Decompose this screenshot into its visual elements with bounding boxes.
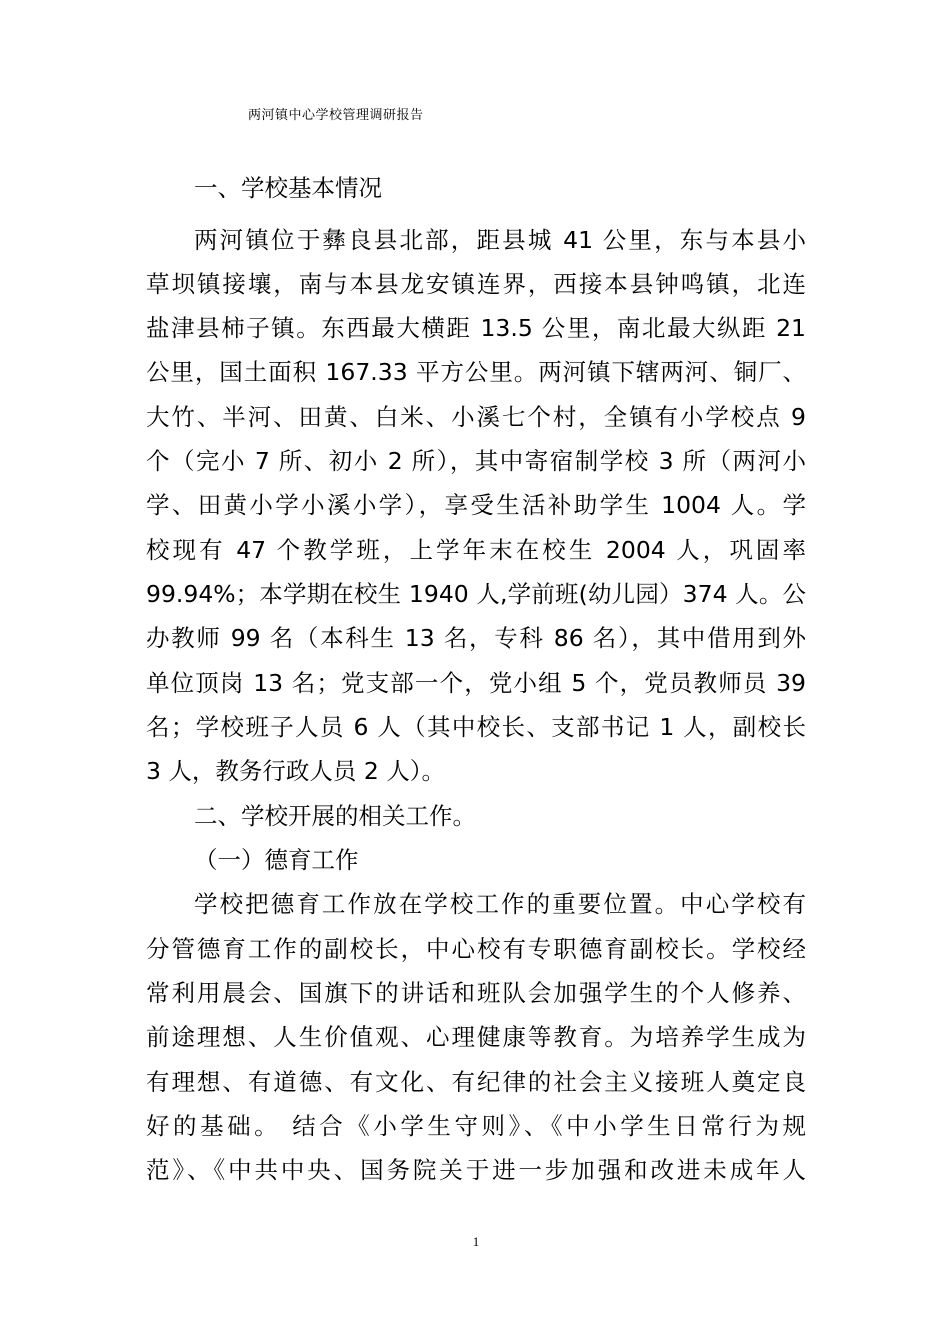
paragraph-line: 3 人，教务行政人员 2 人）。 bbox=[146, 757, 446, 785]
paragraph-line: 草坝镇接壤，南与本县龙安镇连界，西接本县钟鸣镇，北连 bbox=[146, 270, 806, 298]
paragraph-line: 校现有 47 个教学班，上学年末在校生 2004 人，巩固率 bbox=[146, 536, 806, 564]
paragraph-line: 有理想、有道德、有文化、有纪律的社会主义接班人奠定良 bbox=[146, 1068, 806, 1096]
paragraph-line: 范》、《中共中央、国务院关于进一步加强和改进未成年人 bbox=[146, 1156, 806, 1184]
paragraph-line: 99.94%；本学期在校生 1940 人,学前班(幼儿园）374 人。公 bbox=[146, 580, 806, 608]
heading-section-2: 二、学校开展的相关工作。 bbox=[194, 802, 476, 830]
heading-subsection-1: （一）德育工作 bbox=[194, 846, 359, 874]
paragraph-line: 个（完小 7 所、初小 2 所），其中寄宿制学校 3 所（两河小 bbox=[146, 447, 806, 475]
paragraph-line: 盐津县柿子镇。东西最大横距 13.5 公里，南北最大纵距 21 bbox=[146, 314, 806, 342]
paragraph-line: 公里，国土面积 167.33 平方公里。两河镇下辖两河、铜厂、 bbox=[146, 358, 806, 386]
paragraph-line: 学、田黄小学小溪小学），享受生活补助学生 1004 人。学 bbox=[146, 491, 806, 519]
heading-section-1: 一、学校基本情况 bbox=[194, 174, 382, 202]
paragraph-line: 名；学校班子人员 6 人（其中校长、支部书记 1 人，副校长 bbox=[146, 713, 806, 741]
paragraph-line: 好的基础。 结合《小学生守则》、《中小学生日常行为规 bbox=[146, 1112, 806, 1140]
paragraph-line: 前途理想、人生价值观、心理健康等教育。为培养学生成为 bbox=[146, 1023, 806, 1051]
paragraph-line: 学校把德育工作放在学校工作的重要位置。中心学校有 bbox=[194, 890, 806, 918]
paragraph-line: 常利用晨会、国旗下的讲话和班队会加强学生的个人修养、 bbox=[146, 979, 806, 1007]
paragraph-line: 大竹、半河、田黄、白米、小溪七个村，全镇有小学校点 9 bbox=[146, 403, 806, 431]
document-title: 两河镇中心学校管理调研报告 bbox=[248, 108, 424, 123]
paragraph-line: 办教师 99 名（本科生 13 名，专科 86 名），其中借用到外 bbox=[146, 624, 806, 652]
paragraph-line: 两河镇位于彝良县北部，距县城 41 公里，东与本县小 bbox=[194, 226, 806, 254]
page-number: 1 bbox=[472, 1234, 480, 1249]
paragraph-line: 分管德育工作的副校长，中心校有专职德育副校长。学校经 bbox=[146, 935, 806, 963]
paragraph-line: 单位顶岗 13 名；党支部一个，党小组 5 个，党员教师员 39 bbox=[146, 669, 806, 697]
